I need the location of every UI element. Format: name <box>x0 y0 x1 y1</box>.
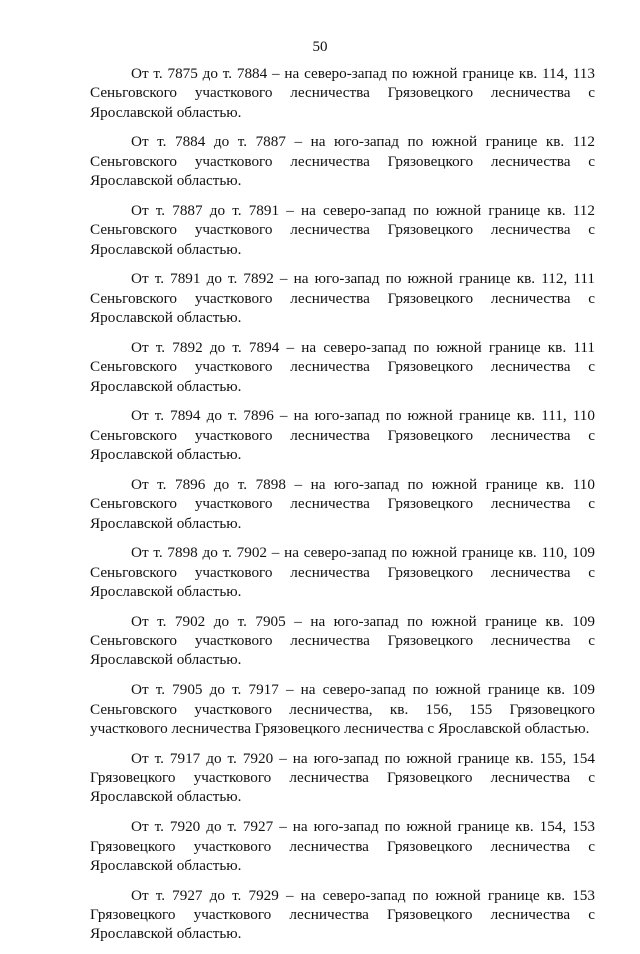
boundary-paragraph: От т. 7892 до т. 7894 – на северо-запад по южной границе кв. 111 Сеньговского участкового лесничества Грязовецкого лесничества с Ярославской областью. <box>90 338 595 395</box>
boundary-paragraph: От т. 7902 до т. 7905 – на юго-запад по южной границе кв. 109 Сеньговского участкового лесничества Грязовецкого лесничества с Ярославской областью. <box>90 612 595 669</box>
boundary-paragraph: От т. 7898 до т. 7902 – на северо-запад по южной границе кв. 110, 109 Сеньговского участкового лесничества Грязовецкого лесничества с Ярославской областью. <box>90 544 595 600</box>
page-number: 50 <box>312 39 328 55</box>
boundary-paragraph: От т. 7891 до т. 7892 – на юго-запад по южной границе кв. 112, 111 Сеньговского участкового лесничества Грязовецкого лесничества с Ярославской областью. <box>90 270 595 327</box>
boundary-paragraph: От т. 7884 до т. 7887 – на юго-запад по южной границе кв. 112 Сеньговского участкового лесничества Грязовецкого лесничества с Ярославской областью. <box>90 133 595 190</box>
boundary-paragraph: От т. 7920 до т. 7927 – на юго-запад по южной границе кв. 154, 153 Грязовецкого участкового лесничества Грязовецкого лесничества с Ярославской областью. <box>90 818 595 874</box>
boundary-paragraph: От т. 7896 до т. 7898 – на юго-запад по южной границе кв. 110 Сеньговского участкового лесничества Грязовецкого лесничества с Ярославской областью. <box>90 475 595 532</box>
boundary-paragraph: От т. 7875 до т. 7884 – на северо-запад по южной границе кв. 114, 113 Сеньговского участкового лесничества Грязовецкого лесничества с Ярославской областью. <box>90 65 595 121</box>
boundary-paragraph: От т. 7894 до т. 7896 – на юго-запад по южной границе кв. 111, 110 Сеньговского участкового лесничества Грязовецкого лесничества с Ярославской областью. <box>90 407 595 464</box>
boundary-paragraph: От т. 7887 до т. 7891 – на северо-запад по южной границе кв. 112 Сеньговского участкового лесничества Грязовецкого лесничества с Ярославской областью. <box>90 201 595 258</box>
document-body <box>90 64 595 954</box>
boundary-paragraph: От т. 7905 до т. 7917 – на северо-запад по южной границе кв. 109 Сеньговского участкового лесничества, кв. 156, 155 Грязовецкого участкового лесничества Грязовецкого лесничества с Ярославской областью. <box>90 681 595 737</box>
boundary-paragraph: От т. 7917 до т. 7920 – на юго-запад по южной границе кв. 155, 154 Грязовецкого участкового лесничества Грязовецкого лесничества с Ярославской областью. <box>90 749 595 806</box>
boundary-paragraph: От т. 7927 до т. 7929 – на северо-запад по южной границе кв. 153 Грязовецкого участкового лесничества Грязовецкого лесничества с Ярославской областью. <box>90 886 595 943</box>
